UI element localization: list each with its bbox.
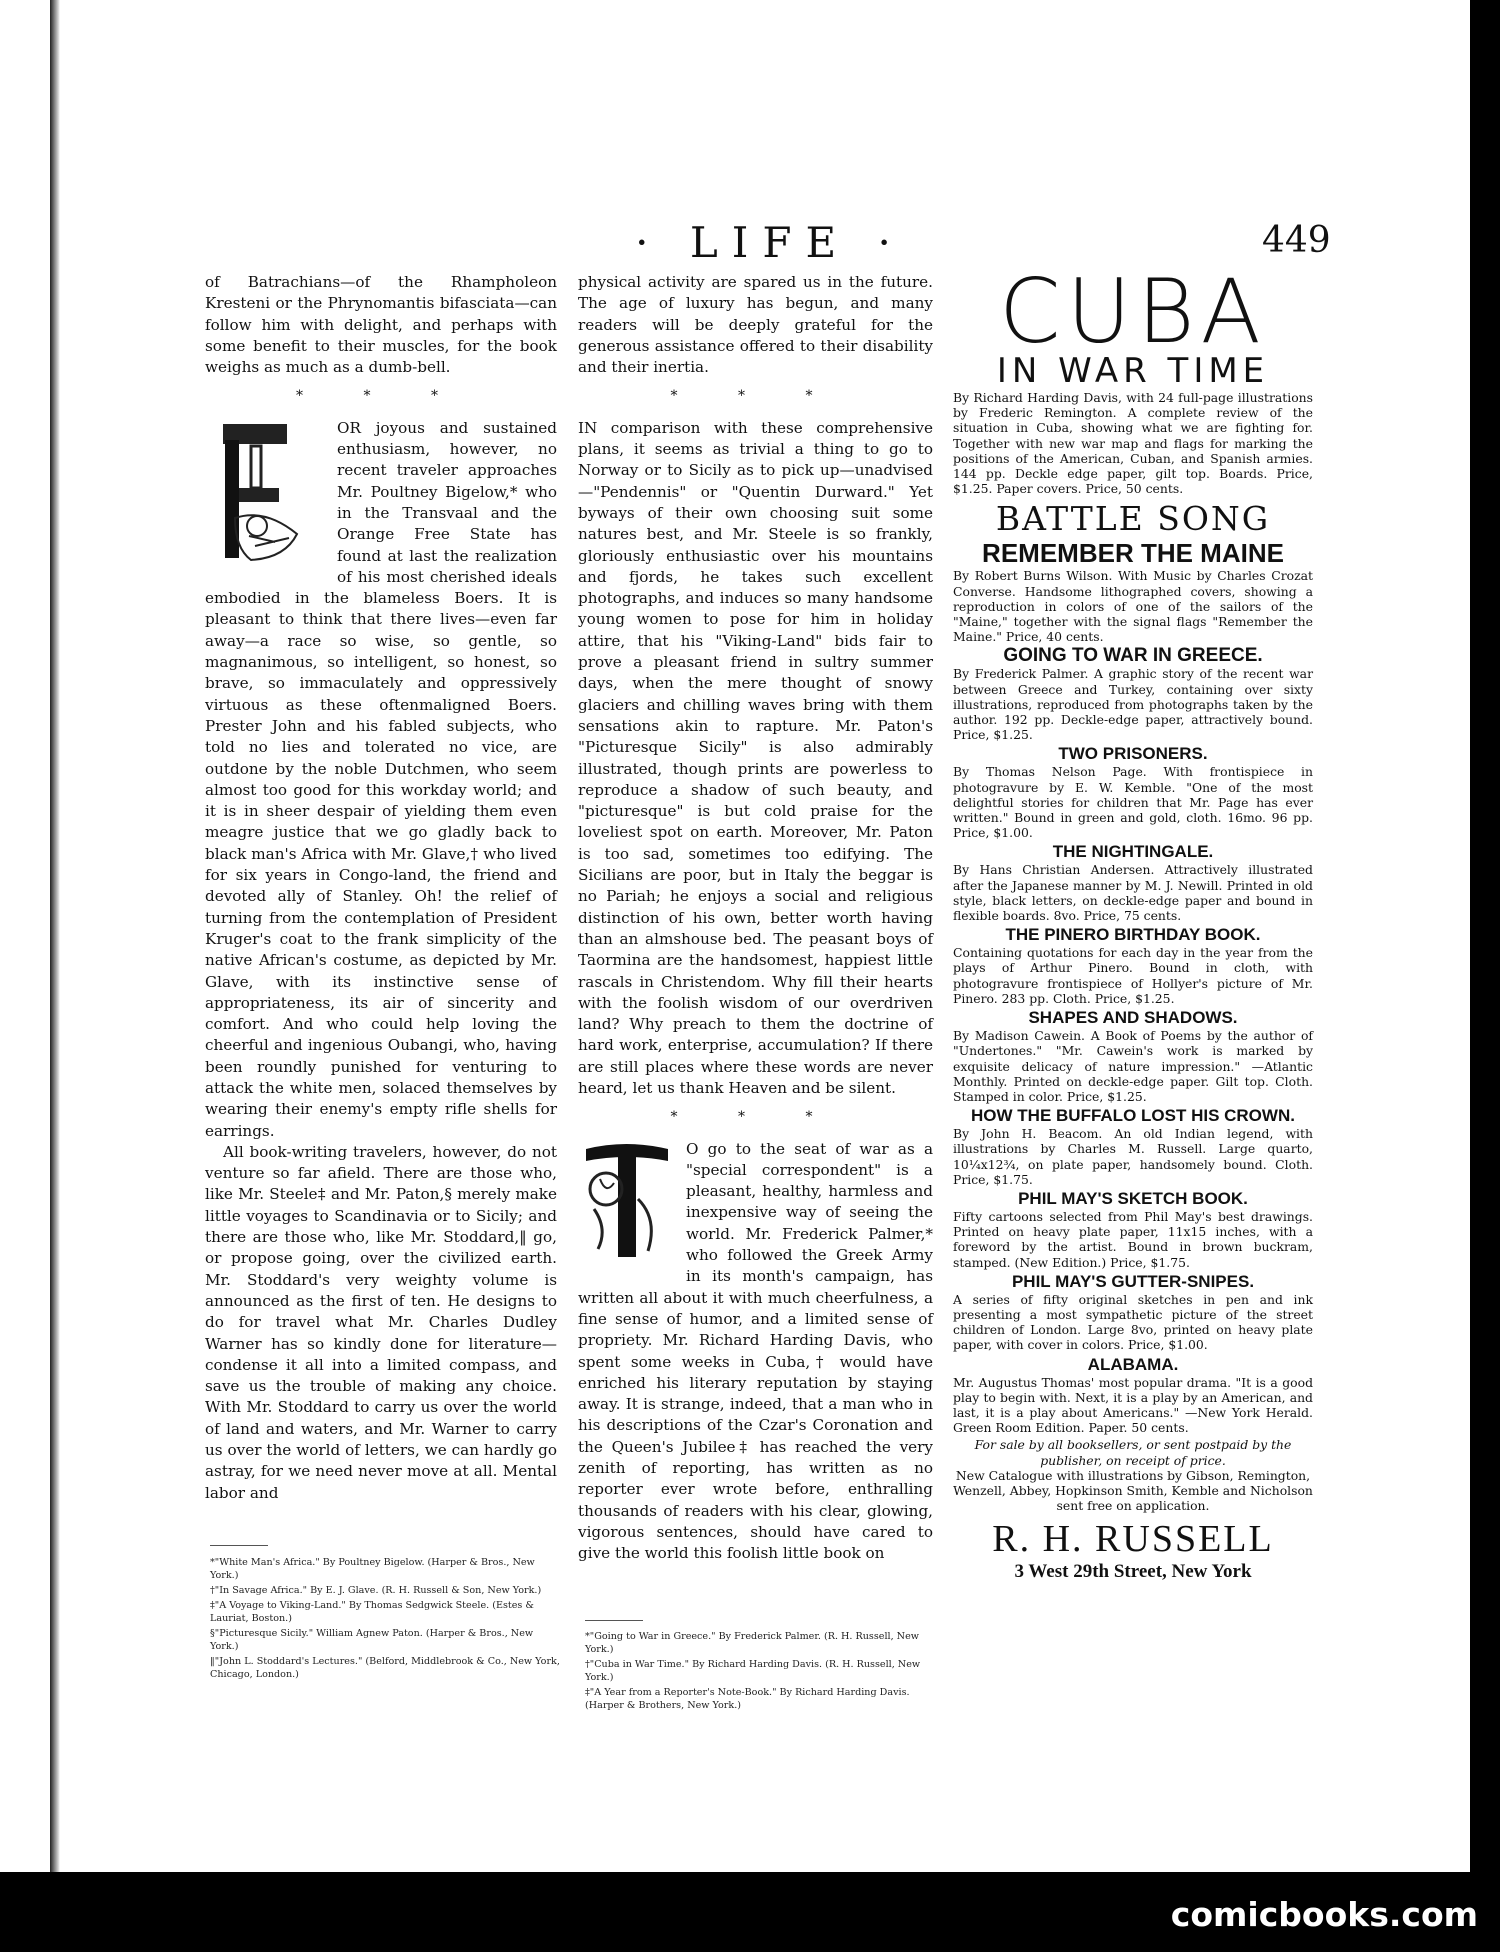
masthead-title: · LIFE · [635,218,905,267]
col2-para1: IN comparison with these comprehensive plans, it seems as trivial a thing to go to Norway or to Sicily as to pick up—unadvised—"Pendennis" or "Quentin Durward." Yet byways of their own choosing suit some natures best, and Mr. Steele is so frankly, gloriously enthusiastic over his mountains and fjords, he takes such excellent photographs, and induces so many handsome young women to pose for him in holiday attire, that his "Viking-Land" bids fair to prove a pleasant friend in sultry summer days, when the mere thought of snowy glaciers and chilling waves bring with them sensations akin to rapture. Mr. Paton's "Picturesque Sicily" is also admirably illustrated, though prints are powerless to reproduce a shadow of such beauty, and "picturesque" is but cold praise for the loveliest spot on earth. Moreover, Mr. Paton is too sad, sometimes too edifying. The Sicilians are poor, but in Italy the beggar is no Pariah; he enjoys a social and religious distinction of his own, better worth having than an almshouse bed. The peasant boys of Taormina are the handsomest, happiest little rascals in Christendom. Why fill their hearts with the foolish wisdom of our overdriven land? Why preach to them the doctrine of hard work, enterprise, accumulation? If there are still places where these words are never heard, let us thank Heaven and be silent. [578,418,933,1097]
footnote: *"White Man's Africa." By Poultney Bigelow. (Harper & Bros., New York.) [210,1557,535,1581]
ad-remember-maine-title: REMEMBER THE MAINE [982,538,1284,569]
ad-alabama-text: Mr. Augustus Thomas' most popular drama. "It is a good play to begin with. Next, it is a play by an American, and last, it is a play about Americans." —New York Herald. Green Room Edition. Paper. 50 cents. [953,1374,1313,1436]
footnote: *"Going to War in Greece." By Frederick Palmer. (R. H. Russell, New York.) [585,1631,919,1655]
ad-pinero-text: Containing quotations for each day in the year from the plays of Arthur Pinero. Bound in cloth, with photogravure frontispiece of Hollyer's picture of Mr. Pinero. 283 pp. Cloth. Price, $1.25. [953,945,1313,1006]
section-divider: * * * [670,1109,841,1126]
ad-buffalo-title: HOW THE BUFFALO LOST HIS CROWN. [971,1106,1295,1126]
site-watermark: comicbooks.com [1170,1895,1478,1934]
ad-prisoners-title: TWO PRISONERS. [1058,744,1208,764]
ad-battle-song-text: By Robert Burns Wilson. With Music by Charles Crozat Converse. Handsome lithographed covers, showing a reproduction in colors of one of the sailors of the "Maine," together with the signal flags "Remember the Maine." Price, 40 cents. [953,568,1313,645]
ad-gutter-snipes-text: A series of fifty original sketches in pen and ink presenting a most sympathetic picture of the street children of London. Large 8vo, printed on heavy plate paper, with cover in colors. Price, $1.00. [953,1291,1313,1353]
ad-alabama-title: ALABAMA. [1087,1354,1179,1374]
footnote-rule [585,1620,643,1621]
section-divider: * * * [670,388,841,405]
ad-buffalo-text: By John H. Beacom. An old Indian legend, with illustrations by Charles M. Russell. Large quarto, 10¼x12¾, on plate paper, handsomely bound. Cloth. Price, $1.75. [953,1126,1313,1187]
ad-cuba-subtitle: IN WAR TIME [996,351,1270,391]
dropcap-f-illustration [205,418,325,568]
ad-battle-song-title: BATTLE SONG [995,499,1271,539]
footnote: §"Picturesque Sicily." William Agnew Paton. (Harper & Bros., New York.) [210,1628,534,1652]
footnote: ‡"A Year from a Reporter's Note-Book." By Richard Harding Davis. (Harper & Brothers, New York.) [585,1687,910,1711]
ad-catalogue-note: New Catalogue with illustrations by Gibson, Remington, Wenzell, Abbey, Hopkinson Smith, Kemble and Nicholson sent free on application. [953,1467,1313,1514]
footnote: ‡"A Voyage to Viking-Land." By Thomas Sedgwick Steele. (Estes & Lauriat, Boston.) [210,1600,534,1624]
ad-cuba-text: By Richard Harding Davis, with 24 full-page illustrations by Frederic Remington. A complete review of the situation in Cuba, showing what we are fighting for. Together with new war map and flags for marking the positions of the American, Cuban, and Spanish armies. 144 pp. Deckle edge paper, gilt top. Boards. Price, $1.25. Paper covers. Price, 50 cents. [953,390,1313,497]
footnote: †"Cuba in War Time." By Richard Harding Davis. (R. H. Russell, New York.) [585,1659,921,1683]
publisher-address: 3 West 29th Street, New York [1014,1561,1252,1583]
ad-sale-note: For sale by all booksellers, or sent postpaid by the publisher, on receipt of price. [974,1437,1292,1468]
footnote-rule [210,1545,268,1546]
col2-para2: O go to the seat of war as a "special correspondent" is a pleasant, healthy, harmless and inexpensive way of seeing the world. Mr. Frederick Palmer,* who followed the Greek Army in its month's campaign, has written all about it with much cheerfulness, a fine sense of humor, and a limited sense of propriety. Mr. Richard Harding Davis, who spent some weeks in Cuba,† would have enriched his literary reputation by staying away. It is strange, indeed, that a man who in his descriptions of the Czar's Coronation and the Queen's Jubilee‡ has reached the very zenith of reporting, has written as no reporter ever wrote before, enthralling thousands of readers with his clear, glowing, vigorous sentences, should have cared to give the world this foolish little book on [578,1139,933,1563]
ad-nightingale-text: By Hans Christian Andersen. Attractively illustrated after the Japanese manner by M. J. Newill. Printed in old style, black letters, on deckle-edge paper and bound in flexible boards. 8vo. Price, 75 cents. [953,862,1313,924]
ad-gutter-snipes-title: PHIL MAY'S GUTTER-SNIPES. [1011,1271,1255,1291]
col2-intro: physical activity are spared us in the future. The age of luxury has begun, and many readers will be deeply grateful for the generous assistance offered to their disability and their inertia. [578,273,933,377]
advertisement-column [953,260,1313,1583]
page-number: 449 [1262,220,1331,261]
ad-greece-title: GOING TO WAR IN GREECE. [1003,645,1263,667]
col1-para2: All book-writing travelers, however, do not venture so far afield. There are those who, like Mr. Steele‡ and Mr. Paton,§ merely make little voyages to Scandinavia or to Sicily; and there are those who, like Mr. Stoddard,‖ go, or propose going, over the civilized earth. Mr. Stoddard's very weighty volume is announced as the first of ten. He designs to do for travel what Mr. Charles Dudley Warner has so kindly done for literature—condense it all into a limited compass, and save us the trouble of making any choice. With Mr. Stoddard to carry us over the world of land and waters, and Mr. Warner to carry us over the world of letters, we can hardly go astray, for we need never move at all. Mental labor and [205,1142,557,1502]
col1-para1: OR joyous and sustained enthusiasm, however, no recent traveler approaches Mr. Poultney Bigelow,* who in the Transvaal and the Orange Free State has found at last the realization of his most cherished ideals embodied in the blameless Boers. It is pleasant to think that there lives—even far away—a race so wise, so gentle, so magnanimous, so intelligent, so honest, so brave, so immaculately and oppressively virtuous as these oftenmaligned Boers. Prester John and his fabled subjects, who told no lies and tolerated no vice, are outdone by the noble Dutchmen, who seem almost too good for this workday world; and it is in sheer despair of yielding them even meagre justice that we go gladly back to black man's Africa with Mr. Glave,† who lived for six years in Congo-land, the friend and devoted ally of Stanley. Oh! the relief of turning from the contemplation of President Kruger's coat to the frank simplicity of the native African's costume, as depicted by Mr. Glave, with its instinctive sense of appropriateness, its air of sincerity and comfort. And who could help loving the cheerful and ingenious Oubangi, who, having been roundly punished for venturing to attack the white men, solaced themselves by wearing their enemy's empty rifle shells for earrings. [205,418,557,1140]
ad-pinero-title: THE PINERO BIRTHDAY BOOK. [1005,925,1261,945]
page-binding-edge [50,0,60,1872]
publisher-name: R. H. RUSSELL [992,1518,1274,1561]
ad-cuba-title: CUBA [999,260,1267,363]
col2-footnotes [585,1630,940,1714]
ad-shapes-title: SHAPES AND SHADOWS. [1028,1008,1238,1028]
ad-sketch-book-text: Fifty cartoons selected from Phil May's best drawings. Printed on heavy plate paper, 11x15 inches, with a foreword by the artist. Bound in brown buckram, stamped. (New Edition.) Price, $1.75. [953,1208,1313,1270]
ad-prisoners-text: By Thomas Nelson Page. With frontispiece in photogravure by E. W. Kemble. "One of the most delightful stories for children that Mr. Page has ever written." Bound in green and gold, cloth. 16mo. 96 pp. Price, $1.00. [953,764,1313,841]
ad-greece-text: By Frederick Palmer. A graphic story of the recent war between Greece and Turkey, containing over sixty illustrations, reproduced from photographs taken by the author. 192 pp. Deckle-edge paper, attractively bound. Price, $1.25. [953,666,1313,743]
col1-footnotes [210,1556,560,1683]
footnote: †"In Savage Africa." By E. J. Glave. (R. H. Russell & Son, New York.) [210,1585,542,1596]
dropcap-t-illustration [578,1139,676,1263]
footnote: ‖"John L. Stoddard's Lectures." (Belford, Middlebrook & Co., New York, Chicago, London.) [210,1656,560,1680]
ad-sketch-book-title: PHIL MAY'S SKETCH BOOK. [1018,1188,1248,1208]
column-1 [205,272,557,1504]
col1-intro: of Batrachians—of the Rhampholeon Kresteni or the Phrynomantis bifasciata—can follow him with delight, and perhaps with some benefit to their muscles, for the book weighs as much as a dumb-bell. [205,273,557,377]
ad-shapes-text: By Madison Cawein. A Book of Poems by the author of "Undertones." "Mr. Cawein's work is marked by exquisite delicacy of nature impression." —Atlantic Monthly. Printed on deckle-edge paper. Gilt top. Cloth. Stamped in color. Price, $1.25. [953,1028,1313,1104]
section-divider: * * * [296,388,466,405]
column-2 [578,272,933,1565]
ad-nightingale-title: THE NIGHTINGALE. [1052,842,1214,862]
